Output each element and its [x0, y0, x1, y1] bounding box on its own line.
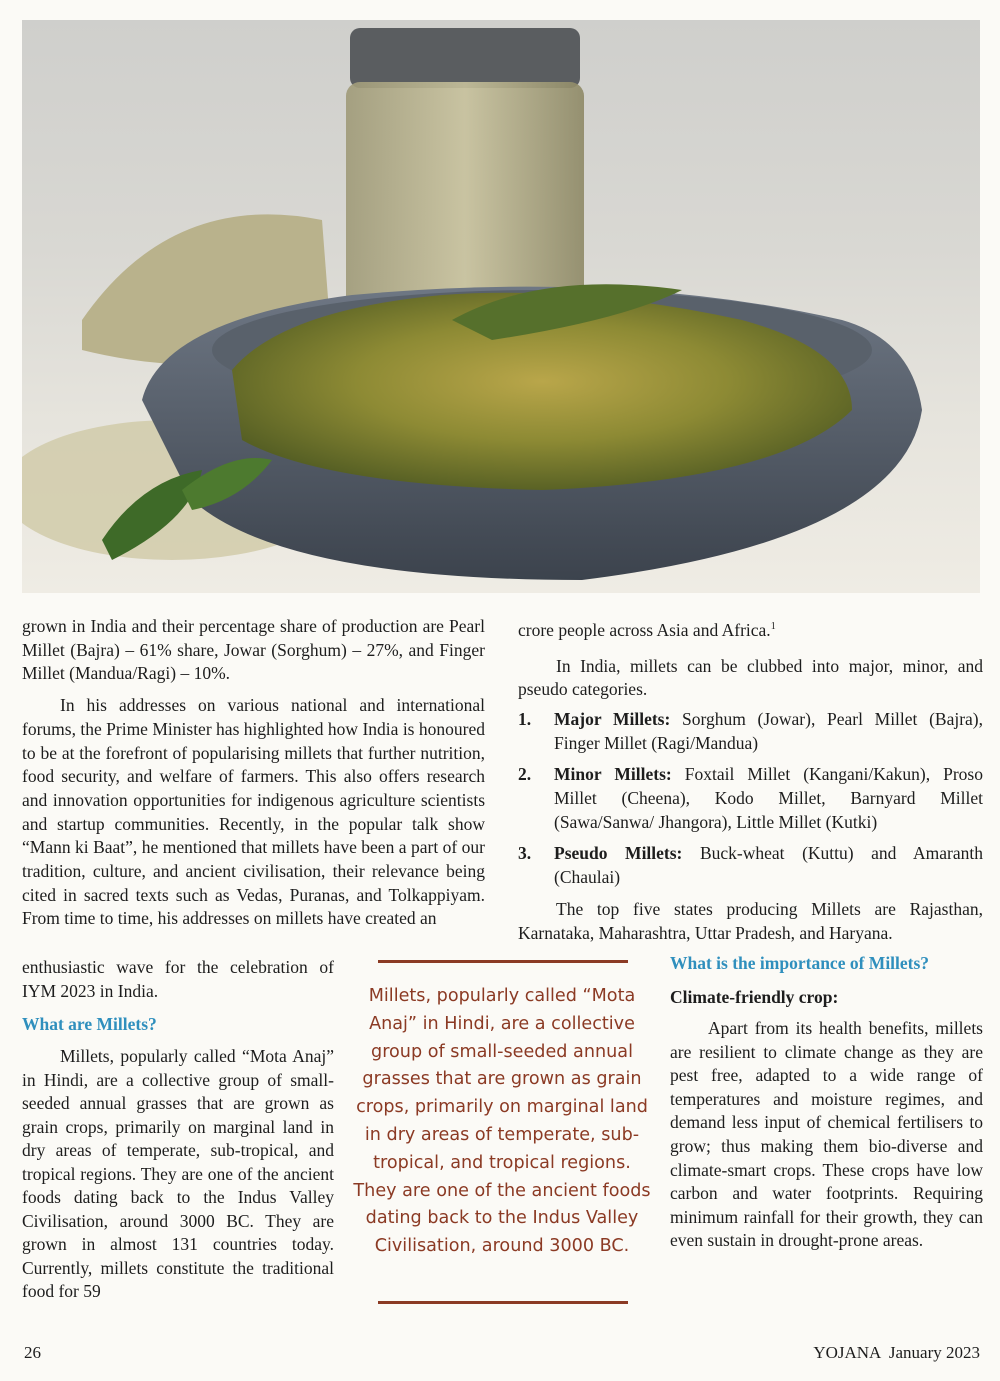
list-item-number: 3. [518, 843, 532, 864]
millet-categories-list [518, 708, 983, 890]
paragraph-asia-africa: crore people across Asia and Africa. [518, 619, 771, 640]
list-item-term: Minor Millets: [554, 764, 672, 785]
list-item [518, 708, 983, 755]
pullquote-top-rule [378, 960, 628, 963]
photo-illustration [22, 20, 980, 593]
heading-importance-of-millets: What is the importance of Millets? [670, 953, 930, 973]
list-item [518, 763, 983, 834]
list-item-term: Pseudo Millets: [554, 843, 683, 864]
paragraph-prime-minister: In his addresses on various national and international forums, the Prime Minister has highlighted how India is honoured to be at the forefront of popularising millets that further nutrition, food security, and welfare of farmers. This also offers research and innovation opportunities for indigenous agriculture scientists and startup communities. Recently, in the popular talk show “Mann ki Baat”, he mentioned that millets have been a part of our tradition, culture, and ancient civilisation, their relevance being cited in sacred texts such as Vedas, Puranas, and Tolkappiyam. From time to time, his addresses on millets have created an [22, 695, 485, 929]
paragraph-climate-friendly: Apart from its health benefits, millets are resilient to climate change as they are pest free, adapted to a wide range of temperatures and moisture regimes, and demand less input of chemical fertilisers to grow; thus making them bio-diverse and climate-smart crops. These crops have low carbon and water footprints. Requiring minimum rainfall for their growth, they can even sustain in drought-prone areas. [670, 1018, 983, 1251]
paragraph-what-are-millets: Millets, popularly called “Mota Anaj” in Hindi, are a collective group of small-seeded annual grasses that are grown as grain crops, primarily on marginal land in dry areas of temperate, sub-tropical, and tropical regions. They are one of the ancient foods dating back to the Indus Valley Civilisation, around 3000 BC. They are grown in almost 131 countries today. Currently, millets constitute the traditional food for 59 [22, 1046, 334, 1301]
list-item-number: 1. [518, 708, 532, 729]
paragraph-production-share: grown in India and their percentage share of production are Pearl Millet (Bajra) – 61% share, Jowar (Sorghum) – 27%, and Finger Millet (Mandua/Ragi) – 10%. [22, 616, 485, 684]
paragraph-enthusiastic-wave: enthusiastic wave for the celebration of IYM 2023 in India. [22, 957, 334, 1001]
list-item-text: Foxtail Millet (Kangani/Kakun), Proso Millet (Cheena), Kodo Millet, Barnyard Millet (Sawa/Sanwa/ Jhangora), Little Millet (Kutki) [554, 764, 983, 832]
page-number: 26 [24, 1343, 41, 1362]
list-item-text: Buck-wheat (Kuttu) and Amaranth (Chaulai) [554, 843, 983, 888]
right-column-top [518, 615, 983, 945]
footnote-marker: 1 [770, 621, 776, 632]
list-item-text: Sorghum (Jowar), Pearl Millet (Bajra), Finger Millet (Ragi/Mandua) [554, 708, 984, 753]
heading-what-are-millets: What are Millets? [22, 1014, 157, 1034]
left-column-top [22, 615, 485, 931]
list-item [518, 842, 983, 889]
pullquote-bottom-rule [378, 1301, 628, 1304]
subheading-climate-friendly: Climate-friendly crop: [670, 987, 839, 1007]
millet-dish-photo [22, 20, 980, 593]
list-item-number: 2. [518, 764, 532, 785]
magazine-issue: YOJANA January 2023 [813, 1343, 980, 1362]
paragraph-top-states: The top five states producing Millets are Rajasthan, Karnataka, Maharashtra, Uttar Pradesh, and Haryana. [518, 898, 983, 943]
pullquote: Millets, popularly called “Mota Anaj” in Hindi, are a collective group of small-seeded annual grasses that are grown as grain crops, primarily on marginal land in dry areas of temperate, sub-tropical, and tropical regions. They are one of the ancient foods dating back to the Indus Valley Civilisation, around 3000 BC. [353, 986, 651, 1257]
list-item-term: Major Millets: [554, 708, 671, 729]
paragraph-categories: In India, millets can be clubbed into major, minor, and pseudo categories. [518, 655, 983, 700]
